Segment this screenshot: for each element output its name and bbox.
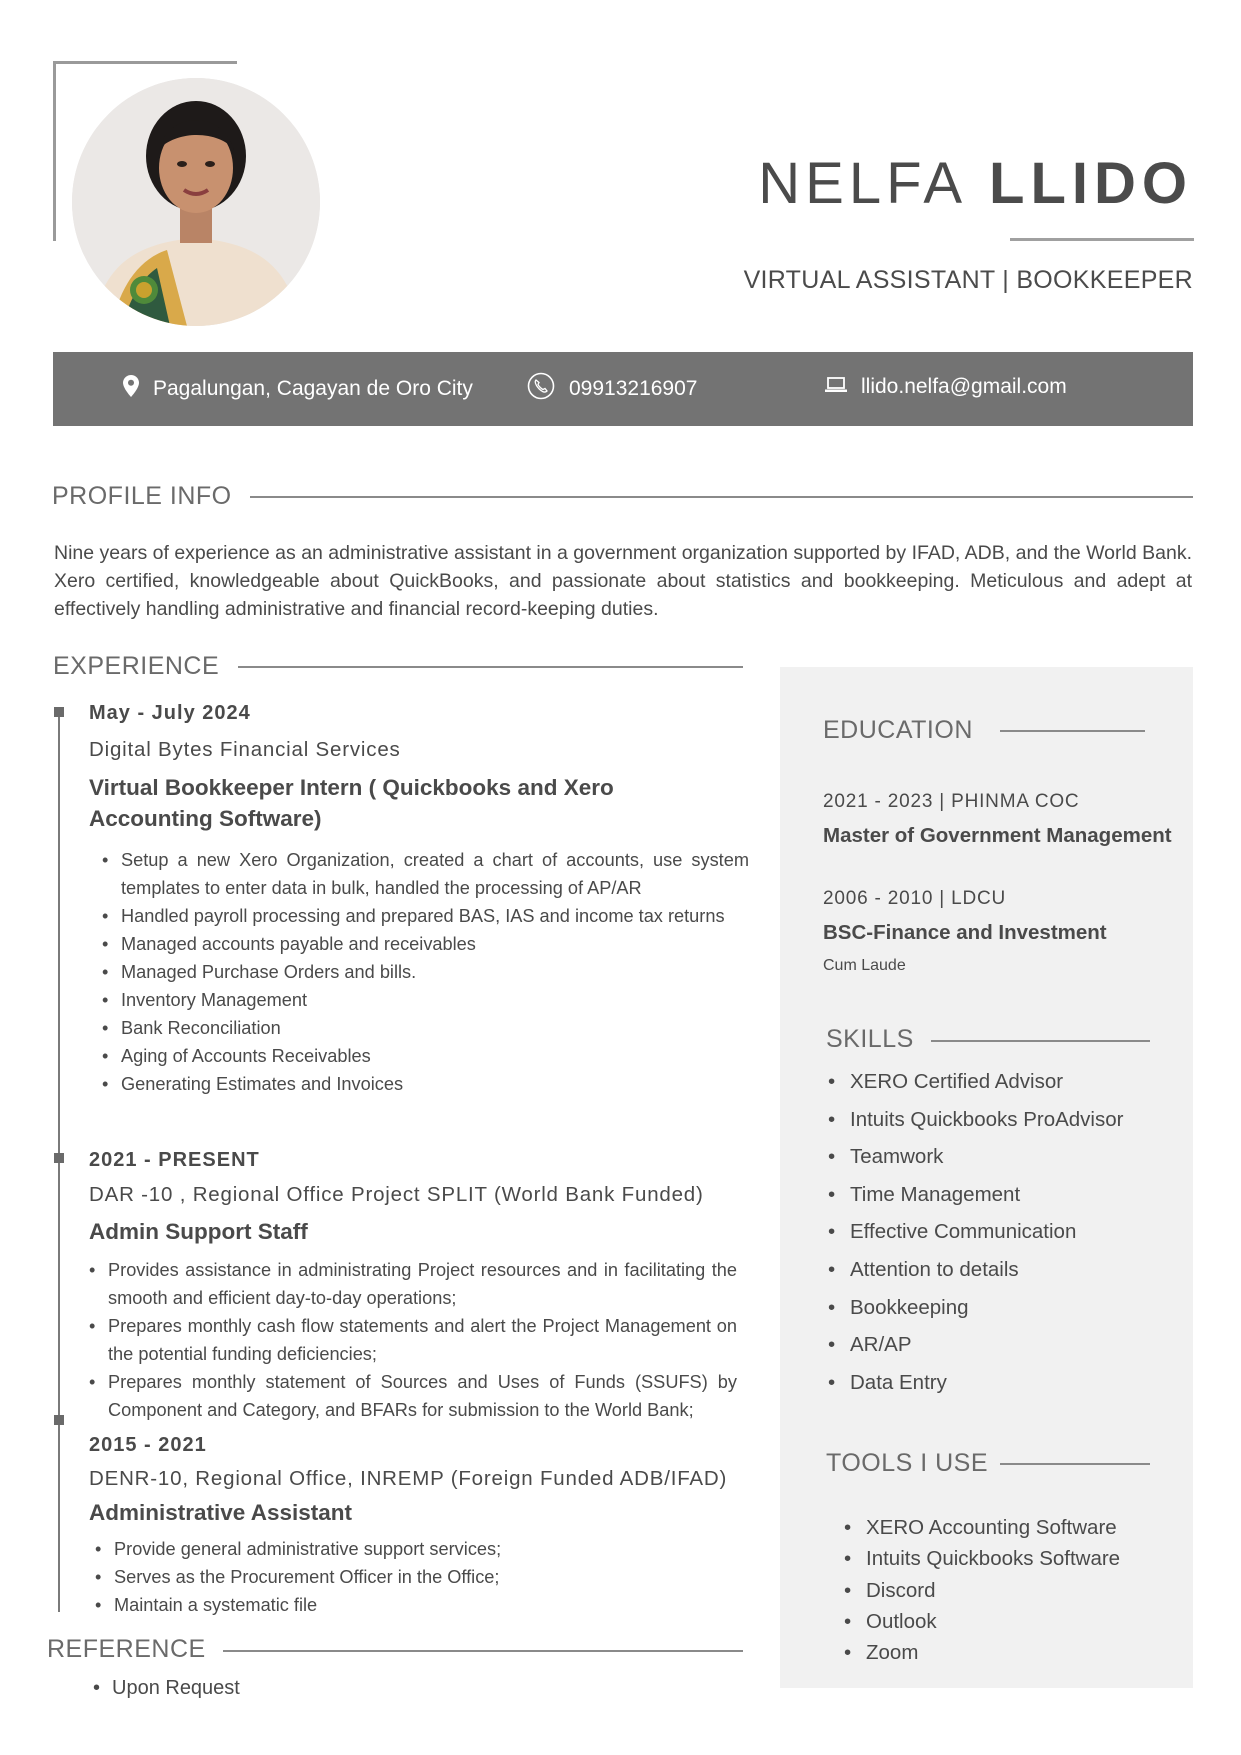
contact-address [123,375,473,403]
list-item: • Setup a new Xero Organization, created a chart of accounts, use system templates to enter data in bulk, handled the processing of AP/AR [121,846,749,902]
list-item: • Managed Purchase Orders and bills. [121,958,749,986]
list-item: • Handled payroll processing and prepared BAS, IAS and income tax returns [121,902,749,930]
skills-divider [931,1040,1150,1042]
contact-bar [53,352,1193,426]
list-item: • Bank Reconciliation [121,1014,749,1042]
job-organization: DENR-10, Regional Office, INREMP (Foreign Funded ADB/IFAD) [89,1467,728,1490]
education-years: 2006 - 2010 | LDCU [823,888,1007,909]
first-name: NELFA [758,151,968,216]
tools-heading: TOOLS I USE [826,1449,989,1477]
education-years: 2021 - 2023 | PHINMA COC [823,791,1080,812]
list-item: • Intuits Quickbooks ProAdvisor [850,1101,1170,1139]
education-divider [1000,730,1145,732]
list-item: • Teamwork [850,1138,1170,1176]
email-link[interactable]: llido.nelfa@gmail.com [861,375,1067,398]
list-item: • Prepares monthly cash flow statements and alert the Project Management on the potential funding deficiencies; [108,1312,737,1368]
profile-photo [72,78,320,326]
list-item: • Provides assistance in administrating Project resources and in facilitating the smooth and efficient day-to-day operations; [108,1256,737,1312]
full-name [758,150,1193,217]
skills-list [850,1063,1170,1401]
list-item: • Attention to details [850,1251,1170,1289]
phone-text[interactable]: 09913216907 [569,377,698,400]
list-item: • Time Management [850,1176,1170,1214]
reference-heading: REFERENCE [47,1635,206,1663]
experience-heading: EXPERIENCE [53,652,220,680]
list-item: • Outlook [866,1606,1176,1637]
profile-divider [250,496,1193,498]
photo-frame-top [53,61,237,64]
reference-divider [223,1650,743,1652]
list-item: • XERO Accounting Software [866,1512,1176,1543]
list-item: • Upon Request [112,1674,512,1702]
profile-heading: PROFILE INFO [52,482,232,510]
list-item: • Inventory Management [121,986,749,1014]
job-date: 2015 - 2021 [89,1434,207,1456]
list-item: • Provide general administrative support services; [114,1535,734,1563]
job-organization: DAR -10 , Regional Office Project SPLIT (World Bank Funded) [89,1183,704,1206]
list-item: • Serves as the Procurement Officer in the Office; [114,1563,734,1591]
job-date: 2021 - PRESENT [89,1149,260,1171]
list-item: • XERO Certified Advisor [850,1063,1170,1101]
job-duties-list [108,1256,737,1424]
photo-frame-left [53,61,56,241]
timeline-marker [54,707,64,717]
last-name: LLIDO [989,151,1193,216]
laptop-icon [825,375,861,399]
education-degree: Master of Government Management [823,824,1172,847]
contact-phone [527,372,697,406]
job-title: Virtual Bookkeeper Intern ( Quickbooks and Xero Accounting Software) [89,775,614,831]
education-degree: BSC-Finance and Investment [823,921,1107,944]
job-title: Administrative Assistant [89,1500,352,1525]
reference-list [112,1674,512,1702]
experience-timeline [58,714,60,1612]
timeline-marker [54,1153,64,1163]
list-item: • Maintain a systematic file [114,1591,734,1619]
list-item: • AR/AP [850,1326,1170,1364]
job-duties-list [114,1535,734,1619]
list-item: • Intuits Quickbooks Software [866,1543,1176,1574]
contact-email [825,375,1067,399]
list-item: • Generating Estimates and Invoices [121,1070,749,1098]
skills-heading: SKILLS [826,1025,914,1053]
tools-list [866,1512,1176,1668]
list-item: • Zoom [866,1637,1176,1668]
list-item: • Prepares monthly statement of Sources and Uses of Funds (SSUFS) by Component and Category, and BFARs for submission to the World Bank; [108,1368,737,1424]
list-item: • Managed accounts payable and receivables [121,930,749,958]
job-duties-list [121,846,749,1098]
list-item: • Bookkeeping [850,1289,1170,1327]
profile-summary: Nine years of experience as an administrative assistant in a government organization supported by IFAD, ADB, and the World Bank. Xero certified, knowledgeable about QuickBooks, and passionate about statistics and bookkeeping. Meticulous and adept at effectively handling administrative and financial record-keeping duties. [54,542,1192,620]
job-role: VIRTUAL ASSISTANT | BOOKKEEPER [743,266,1193,294]
job-date: May - July 2024 [89,702,251,724]
list-item: • Effective Communication [850,1213,1170,1251]
list-item: • Data Entry [850,1364,1170,1402]
name-underline [1010,238,1194,241]
education-honor: Cum Laude [823,957,906,974]
education-heading: EDUCATION [823,716,973,744]
timeline-marker [54,1415,64,1425]
job-title: Admin Support Staff [89,1219,308,1244]
phone-icon [527,372,569,406]
address-text: Pagalungan, Cagayan de Oro City [153,377,473,400]
job-organization: Digital Bytes Financial Services [89,738,401,761]
experience-divider [238,666,743,668]
list-item: • Aging of Accounts Receivables [121,1042,749,1070]
location-pin-icon [123,375,153,403]
list-item: • Discord [866,1575,1176,1606]
tools-divider [1000,1463,1150,1465]
